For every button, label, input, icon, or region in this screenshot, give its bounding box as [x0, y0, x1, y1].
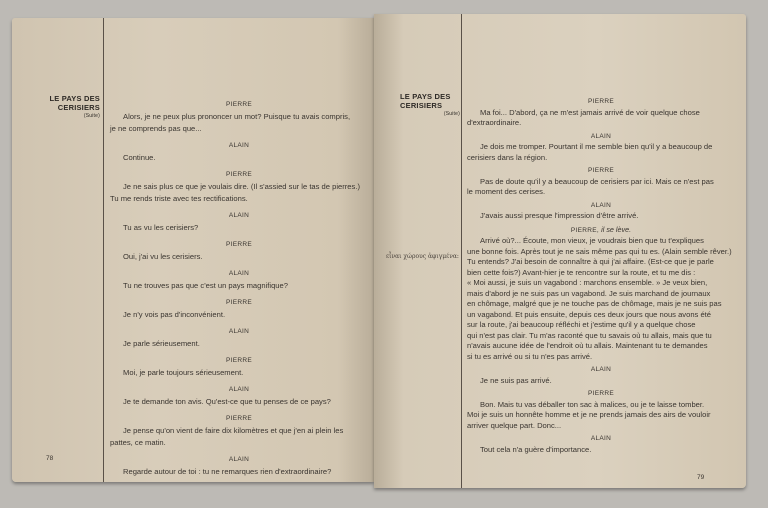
dialogue-line: Je parle sérieusement.	[123, 339, 200, 348]
speaker-label: PIERRE	[587, 98, 614, 105]
speaker-name	[110, 326, 368, 338]
speaker-name	[110, 239, 368, 251]
speaker-name	[110, 268, 368, 280]
running-head-suite: (Suite)	[443, 111, 460, 117]
running-head	[38, 94, 100, 121]
dialogue-line: une bonne fois. Après tout je ne sais même pas qui tu es. (Alain semble rêver.)	[467, 246, 732, 256]
dialogue-line: Regarde autour de toi : tu ne remarques rien d'extraordinaire?	[123, 467, 332, 476]
speaker-name	[110, 413, 368, 425]
dialogue-line: Je te demande ton avis. Qu'est-ce que tu penses de ce pays?	[123, 397, 331, 406]
speaker-label: ALAIN	[228, 456, 250, 463]
speaker-label: ALAIN	[590, 435, 612, 442]
speaker-name	[467, 365, 735, 376]
speaker-name	[110, 140, 368, 152]
page-number: 79	[697, 474, 705, 481]
margin-rule	[103, 18, 104, 482]
speaker-name	[467, 132, 735, 143]
speaker-label: PIERRE,	[570, 226, 600, 234]
speaker-name	[467, 225, 735, 237]
dialogue-column	[110, 94, 368, 478]
dialogue-line: Tu as vu les cerisiers?	[123, 223, 199, 232]
dialogue-line: Pas de doute qu'il y a beaucoup de cerisiers par ici. Mais ce n'est pas	[480, 176, 714, 186]
speaker-name	[110, 210, 368, 222]
stage-direction: il se lève.	[601, 224, 632, 234]
speaker-label: ALAIN	[228, 212, 250, 219]
dialogue-line: en chômage, malgré que je ne touche pas de chômage, mais je ne suis pas	[467, 299, 722, 308]
dialogue-line: Ma foi... D'abord, ça ne m'est jamais arrivé de voir quelque chose	[480, 107, 700, 117]
dialogue-line: Tu me rends triste avec tes rectifications.	[110, 194, 248, 203]
dialogue-line: cerisiers dans la région.	[467, 152, 548, 162]
dialogue-column	[467, 94, 735, 455]
dialogue-line: pattes, ce matin.	[110, 438, 166, 447]
dialogue-line: Continue.	[123, 153, 156, 162]
dialogue-line: Je dois me tromper. Pourtant il me semble bien qu'il y a beaucoup de	[480, 142, 713, 151]
left-page	[12, 18, 374, 482]
dialogue-line: Je pense qu'on vient de faire dix kilomètres et que j'en ai plein les	[123, 426, 344, 435]
speaker-label: PIERRE	[225, 171, 252, 178]
dialogue-line: le moment des cerises.	[467, 187, 546, 196]
dialogue-line: Arrivé où?... Écoute, mon vieux, je voudrais bien que tu t'expliques	[480, 236, 704, 245]
handwritten-margin-note: εἶναι χώρους ἀφιγμένα:	[386, 253, 459, 260]
dialogue-line: si tu es arrivé ou si tu n'es pas arrivé.	[467, 351, 593, 361]
speaker-name	[467, 166, 735, 177]
speaker-label: ALAIN	[228, 328, 250, 335]
dialogue-line: Je n'y vois pas d'inconvénient.	[123, 310, 226, 319]
speaker-name	[467, 97, 735, 108]
dialogue-line: « Moi aussi, je suis un vagabond : marchons ensemble. » Je veux bien,	[467, 278, 708, 287]
speaker-name	[110, 454, 368, 466]
running-head-suite: (Suite)	[83, 113, 100, 119]
page-number: 78	[46, 455, 54, 462]
dialogue-line: bien cette fois?) Avant-hier je te rencontre sur la route, et tu me dis :	[467, 267, 696, 277]
speaker-label: PIERRE	[225, 357, 252, 364]
speaker-name	[467, 389, 735, 400]
dialogue-line: mais d'abord je ne suis pas un vagabond. Je suis marchand de journaux	[467, 288, 711, 298]
dialogue-line: Je ne sais plus ce que je voulais dire. (Il s'assied sur le tas de pierres.)	[123, 182, 360, 191]
speaker-name	[467, 201, 735, 212]
dialogue-line: arriver quelque part. Donc...	[467, 420, 562, 430]
speaker-label: PIERRE	[587, 390, 614, 397]
speaker-label: ALAIN	[590, 201, 612, 209]
speaker-label: PIERRE	[587, 167, 614, 174]
speaker-label: ALAIN	[228, 386, 250, 393]
dialogue-line: Oui, j'ai vu les cerisiers.	[123, 252, 203, 261]
speaker-label: ALAIN	[228, 270, 250, 277]
speaker-name	[110, 169, 368, 181]
running-head-title: LE PAYS DES CERISIERS	[49, 94, 100, 112]
dialogue-line: Tu entends? J'ai besoin de connaître à qui j'ai affaire. (Est-ce que je parle	[467, 257, 714, 266]
right-page	[374, 14, 746, 488]
speaker-name	[110, 297, 368, 309]
dialogue-line: sur la route, j'ai beaucoup réfléchi et j'estime qu'il y a quelque chose	[467, 320, 696, 329]
dialogue-line: Tout cela n'a guère d'importance.	[480, 444, 592, 454]
dialogue-line: un vagabond. Et puis ensuite, depuis ces deux jours que nous avons été	[467, 309, 712, 319]
margin-rule	[461, 14, 462, 488]
speaker-name	[110, 99, 368, 111]
speaker-label: PIERRE	[225, 415, 252, 422]
dialogue-line: Je ne suis pas arrivé.	[480, 375, 552, 385]
dialogue-line: Tu ne trouves pas que c'est un pays magnifique?	[123, 281, 288, 290]
dialogue-line: je ne comprends pas que...	[110, 124, 202, 133]
dialogue-line: J'avais aussi presque l'impression d'être arrivé.	[480, 211, 639, 220]
dialogue-line: d'extraordinaire.	[467, 118, 522, 127]
dialogue-line: Alors, je ne peux plus prononcer un mot? Puisque tu avais compris,	[123, 112, 351, 121]
running-head	[400, 92, 460, 119]
dialogue-line: n'avais aucune idée de l'endroit où tu allais. Maintenant tu te demandes	[467, 341, 708, 350]
speaker-label: ALAIN	[590, 366, 612, 373]
dialogue-line: Moi je suis un honnête homme et je ne prends jamais des airs de vouloir	[467, 410, 711, 419]
speaker-label: ALAIN	[228, 142, 250, 149]
running-head-title: LE PAYS DES CERISIERS	[400, 92, 451, 110]
speaker-label: ALAIN	[590, 132, 612, 140]
dialogue-line: Bon. Mais tu vas déballer ton sac à malices, ou je te laisse tomber.	[480, 399, 705, 409]
speaker-label: PIERRE	[225, 241, 252, 248]
speaker-name	[467, 434, 735, 445]
speaker-name	[110, 384, 368, 396]
dialogue-line: qui n'est pas clair. Tu m'as raconté que tu savais où tu allais, mais que tu	[467, 330, 712, 340]
speaker-name	[110, 355, 368, 367]
speaker-label: PIERRE	[225, 299, 252, 306]
dialogue-line: Moi, je parle toujours sérieusement.	[123, 368, 244, 377]
speaker-label: PIERRE	[225, 101, 252, 108]
